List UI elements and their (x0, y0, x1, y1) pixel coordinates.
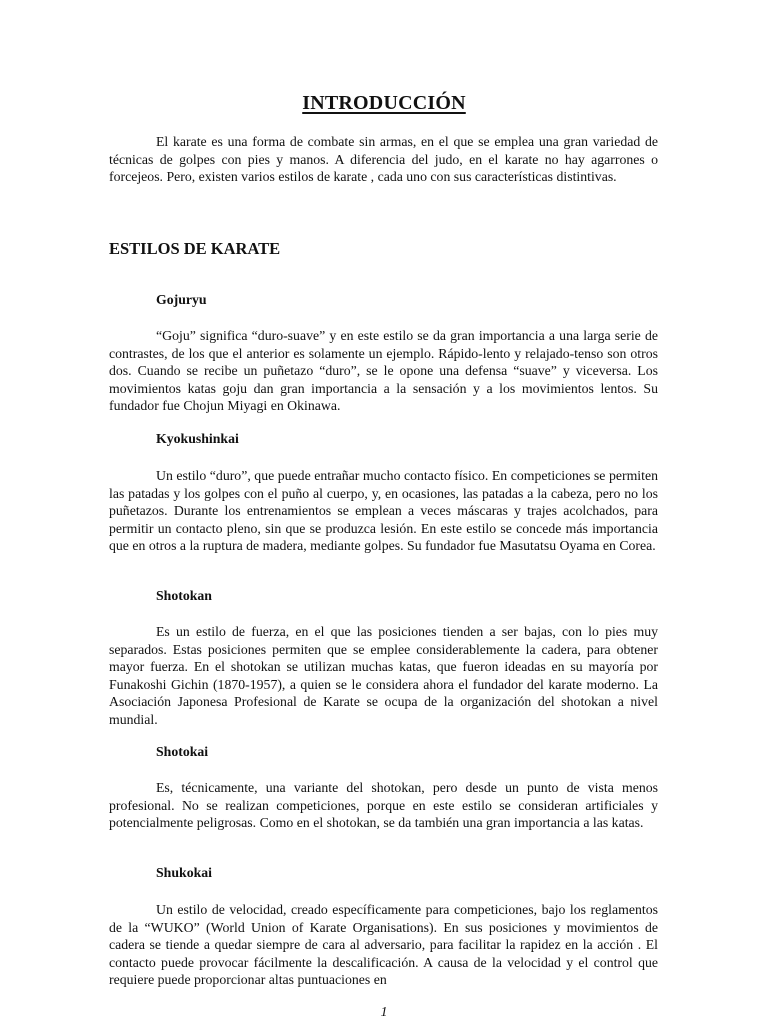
style-text-shotokan: Es un estilo de fuerza, en el que las posiciones tienden a ser bajas, con lo pies muy separados. Estas posiciones permiten que se emplee considerablemente la cadera, para obtener mayor fuerza. En el shotokan se utilizan muchas katas, que fueron ideadas en su mayoría por Funakoshi Gichin (1870-1957), a quien se le considera ahora el fundador del karate moderno. La Asociación Japonesa Profesional de Karate se ocupa de la organización del shotokan a nivel mundial. (109, 624, 658, 727)
page-number: 1 (380, 1005, 388, 1020)
style-text-shotokai: Es, técnicamente, una variante del shotokan, pero desde un punto de vista menos profesional. No se realizan competiciones, porque en este estilo se consideran artificiales y potencialmente peligrosas. Como en el shotokan, se da también una gran importancia a las katas. (109, 780, 658, 831)
style-text-gojuryu: “Goju” significa “duro-suave” y en este estilo se da gran importancia a una larga serie de contrastes, de los que el anterior es solamente un ejemplo. Rápido-lento y relajado-tenso son otros dos. Cuando se recibe un puñetazo “duro”, se le opone una defensa “suave” y viceversa. Los movimientos katas goju dan gran importancia a la sensación y a los movimientos lentos. Su fundador fue Chojun Miyagi en Okinawa. (109, 328, 658, 414)
style-heading-kyokushinkai: Kyokushinkai (156, 431, 239, 446)
style-text-shukokai: Un estilo de velocidad, creado específicamente para competiciones, bajo los reglamentos de la “WUKO” (World Union of Karate Organisations). En sus posiciones y movimientos de cadera se tiende a quedar siempre de cara al adversario, para facilitar la rapidez en la acción . El contacto puede provocar fácilmente la descalificación. A causa de la velocidad y el control que requiere puede proporcionar altas puntuaciones en (109, 902, 658, 988)
document-title: INTRODUCCIÓN (302, 92, 466, 114)
style-heading-shotokai: Shotokai (156, 744, 209, 759)
style-heading-gojuryu: Gojuryu (156, 292, 207, 307)
style-heading-shotokan: Shotokan (156, 588, 212, 603)
section-heading: ESTILOS DE KARATE (109, 239, 281, 258)
intro-paragraph: El karate es una forma de combate sin armas, en el que se emplea una gran variedad de técnicas de golpes con pies y manos. A diferencia del judo, en el karate no hay agarrones o forcejeos. Pero, existen varios estilos de karate , cada uno con sus características distintivas. (109, 134, 658, 185)
style-text-kyokushinkai: Un estilo “duro”, que puede entrañar mucho contacto físico. En competiciones se permiten las patadas y los golpes con el puño al cuerpo, y, en ocasiones, las patadas a la cabeza, pero no los puñetazos. Durante los entrenamientos se emplean a veces máscaras y trajes acolchados, para permitir un contacto pleno, sin que se produzca lesión. En este estilo se concede más importancia que en otros a la ruptura de madera, mediante golpes. Su fundador fue Masutatsu Oyama en Corea. (109, 468, 658, 554)
style-heading-shukokai: Shukokai (156, 865, 212, 880)
